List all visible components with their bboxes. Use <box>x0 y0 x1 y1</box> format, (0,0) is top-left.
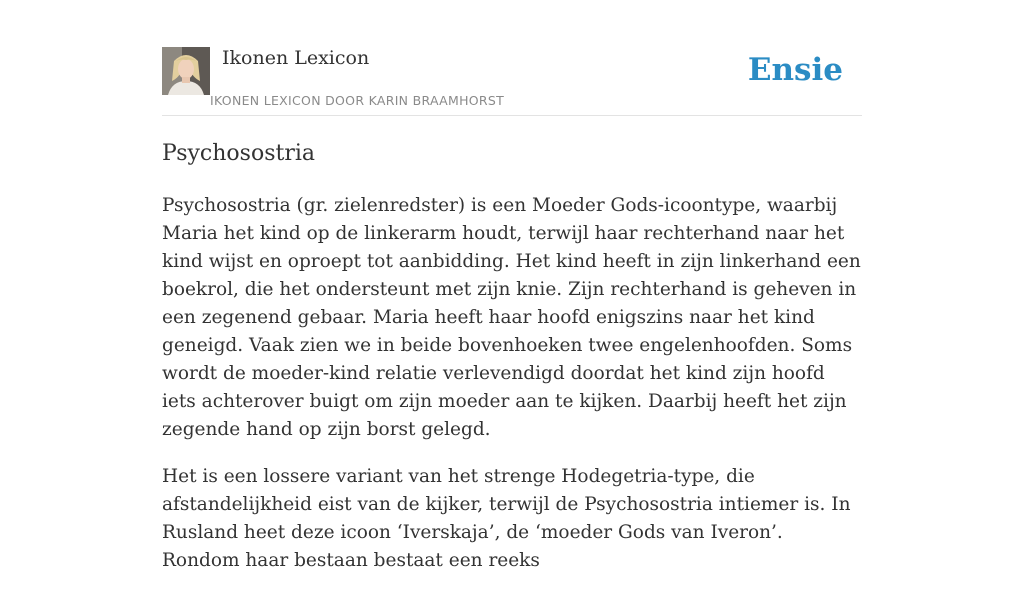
article-paragraph: Het is een lossere variant van het strenge Hodegetria-type, die afstandelijkheid eist van de kijker, terwijl de Psychosostria intiemer is. In Rusland heet deze icoon ‘Iverskaja’, de ‘moeder Gods van Iveron’. Rondom haar bestaan bestaat een reeks <box>162 466 851 571</box>
ensie-logo[interactable]: Ensie <box>747 52 843 88</box>
lexicon-header <box>162 0 862 116</box>
lexicon-byline[interactable]: IKONEN LEXICON DOOR KARIN BRAAMHORST <box>210 93 505 108</box>
article-paragraph: Psychosostria (gr. zielenredster) is een Moeder Gods-icoontype, waarbij Maria het kind op de linkerarm houdt, terwijl haar rechterhand naar het kind wijst en oproept tot aanbidding. Het kind heeft in zijn linkerhand een boekrol, die het ondersteunt met zijn knie. Zijn rechterhand is geheven in een zegenend gebaar. Maria heeft haar hoofd enigszins naar het kind geneigd. Vaak zien we in beide bovenhoeken twee engelenhoofden. Soms wordt de moeder-kind relatie verlevendigd doordat het kind zijn hoofd iets achterover buigt om zijn moeder aan te kijken. Daarbij heeft het zijn zegende hand op zijn borst gelegd. <box>162 195 861 440</box>
article-body <box>162 192 862 594</box>
author-portrait-icon <box>162 47 210 95</box>
lexicon-title[interactable]: Ikonen Lexicon <box>222 47 370 69</box>
article-title: Psychosostria <box>162 141 316 166</box>
content-container <box>162 0 862 571</box>
author-avatar[interactable] <box>162 47 210 95</box>
